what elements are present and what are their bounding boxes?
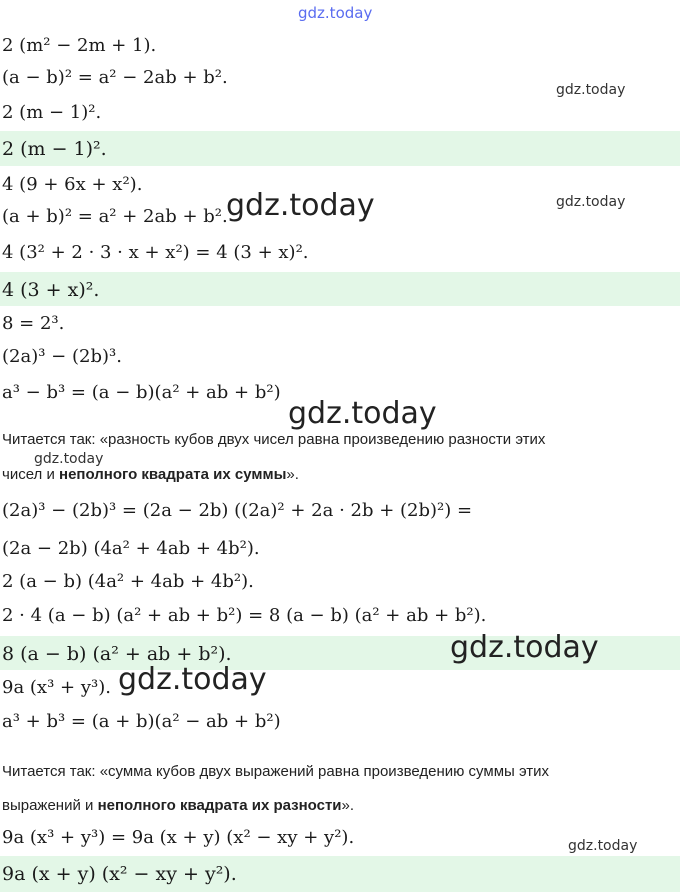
math-line: (2a)³ − (2b)³. xyxy=(2,346,122,367)
explanation-text xyxy=(2,796,354,816)
math-line: 4 (9 + 6x + x²). xyxy=(2,174,143,195)
watermark: gdz.today xyxy=(450,630,599,665)
explanation-bold: неполного квадрата их разности xyxy=(97,797,342,814)
answer-highlight xyxy=(0,272,680,306)
explanation-text-part: чисел и xyxy=(2,466,60,483)
math-line: 2 (m − 1)². xyxy=(2,138,107,160)
watermark: gdz.today xyxy=(118,662,267,697)
watermark: gdz.today xyxy=(288,396,437,431)
math-line: 4 (3 + x)². xyxy=(2,279,100,301)
math-line: (2a − 2b) (4a² + 4ab + 4b²). xyxy=(2,538,260,559)
explanation-text-part: ». xyxy=(341,797,355,814)
math-line: 8 = 2³. xyxy=(2,313,65,334)
explanation-text-part: выражений и xyxy=(2,797,98,814)
watermark: gdz.today xyxy=(226,188,375,223)
math-line: a³ − b³ = (a − b)(a² + ab + b²) xyxy=(2,382,281,403)
explanation-text-part: ». xyxy=(286,466,299,483)
math-line: 8 (a − b) (a² + ab + b²). xyxy=(2,643,232,665)
explanation-text xyxy=(2,465,299,485)
explanation-text: Читается так: «разность кубов двух чисел равна произведению разности этих xyxy=(2,431,546,448)
watermark: gdz.today xyxy=(34,451,104,467)
math-line: 9a (x + y) (x² − xy + y²). xyxy=(2,863,237,885)
math-line: 2 (m² − 2m + 1). xyxy=(2,35,157,56)
math-line: 4 (3² + 2 · 3 · x + x²) = 4 (3 + x)². xyxy=(2,242,309,263)
math-line: 2 · 4 (a − b) (a² + ab + b²) = 8 (a − b) (a² + ab + b²). xyxy=(2,605,487,626)
watermark: gdz.today xyxy=(556,82,626,98)
watermark: gdz.today xyxy=(568,838,638,854)
math-line: (2a)³ − (2b)³ = (2a − 2b) ((2a)² + 2a · 2b + (2b)²) = xyxy=(2,500,473,521)
math-line: 9a (x³ + y³). xyxy=(2,677,111,698)
math-line: (a − b)² = a² − 2ab + b². xyxy=(2,67,228,88)
explanation-bold: неполного квадрата их суммы xyxy=(59,466,287,483)
math-line: 2 (m − 1)². xyxy=(2,102,102,123)
watermark-top: gdz.today xyxy=(298,4,373,22)
explanation-text: Читается так: «сумма кубов двух выражений равна произведению суммы этих xyxy=(2,763,550,780)
math-line: 2 (a − b) (4a² + 4ab + 4b²). xyxy=(2,571,254,592)
math-line: (a + b)² = a² + 2ab + b². xyxy=(2,206,228,227)
math-line: a³ + b³ = (a + b)(a² − ab + b²) xyxy=(2,711,281,732)
math-line: 9a (x³ + y³) = 9a (x + y) (x² − xy + y²). xyxy=(2,827,355,848)
watermark: gdz.today xyxy=(556,194,626,210)
